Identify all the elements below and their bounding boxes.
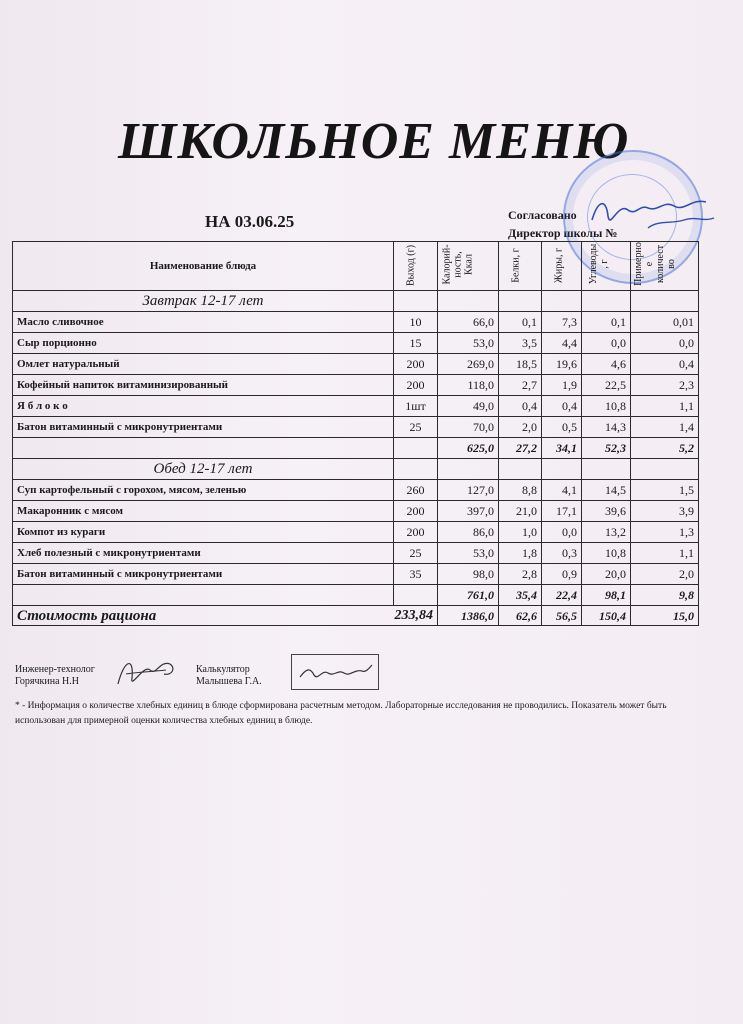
dish-bread-units: 3,9 <box>631 501 699 522</box>
engineer-signature <box>110 650 180 694</box>
dish-protein: 8,8 <box>499 480 542 501</box>
dish-protein: 2,8 <box>499 564 542 585</box>
dish-kcal: 53,0 <box>438 333 499 354</box>
total-kcal: 761,0 <box>438 585 499 606</box>
total-kcal: 625,0 <box>438 438 499 459</box>
dish-output: 200 <box>394 375 438 396</box>
section-lunch: Обед 12-17 лет <box>13 459 394 480</box>
dish-protein: 1,0 <box>499 522 542 543</box>
dish-carbs: 14,3 <box>582 417 631 438</box>
page-title: ШКОЛЬНОЕ МЕНЮ <box>118 113 630 170</box>
engineer-signature-block <box>15 664 95 688</box>
dish-bread-units: 0,01 <box>631 312 699 333</box>
header-row <box>13 242 699 291</box>
dish-output: 200 <box>394 522 438 543</box>
dish-protein: 0,4 <box>499 396 542 417</box>
calculator-signature <box>292 655 378 689</box>
dish-fat: 17,1 <box>542 501 582 522</box>
cost-kcal: 1386,0 <box>438 606 499 626</box>
dish-fat: 0,5 <box>542 417 582 438</box>
dish-carbs: 0,1 <box>582 312 631 333</box>
calculator-signature-block <box>196 664 262 688</box>
dish-name: Омлет натуральный <box>13 354 394 375</box>
dish-protein: 1,8 <box>499 543 542 564</box>
dish-name: Суп картофельный с горохом, мясом, зеленью <box>13 480 394 501</box>
dish-name: Я б л о к о <box>13 396 394 417</box>
dish-name: Хлеб полезный с микронутриентами <box>13 543 394 564</box>
dish-output: 15 <box>394 333 438 354</box>
dish-protein: 2,7 <box>499 375 542 396</box>
col-header-kcal: Калорий- ность, Ккал <box>438 242 499 291</box>
total-protein: 35,4 <box>499 585 542 606</box>
section-breakfast: Завтрак 12-17 лет <box>13 291 394 312</box>
engineer-name: Горячкина Н.Н <box>15 676 79 687</box>
table-row <box>13 312 699 333</box>
dish-fat: 0,3 <box>542 543 582 564</box>
dish-bread-units: 1,5 <box>631 480 699 501</box>
dish-protein: 21,0 <box>499 501 542 522</box>
dish-output: 200 <box>394 501 438 522</box>
section-row <box>13 459 699 480</box>
dish-carbs: 13,2 <box>582 522 631 543</box>
dish-bread-units: 1,4 <box>631 417 699 438</box>
breakfast-total-row <box>13 438 699 459</box>
dish-kcal: 49,0 <box>438 396 499 417</box>
dish-carbs: 14,5 <box>582 480 631 501</box>
total-fat: 22,4 <box>542 585 582 606</box>
dish-bread-units: 2,3 <box>631 375 699 396</box>
dish-fat: 4,1 <box>542 480 582 501</box>
dish-bread-units: 0,0 <box>631 333 699 354</box>
dish-protein: 0,1 <box>499 312 542 333</box>
dish-fat: 19,6 <box>542 354 582 375</box>
dish-carbs: 39,6 <box>582 501 631 522</box>
total-bread-units: 5,2 <box>631 438 699 459</box>
dish-fat: 0,0 <box>542 522 582 543</box>
table-row <box>13 333 699 354</box>
approved-label: Согласовано <box>508 208 577 222</box>
dish-name: Батон витаминный с микронутриентами <box>13 417 394 438</box>
dish-carbs: 4,6 <box>582 354 631 375</box>
table-row <box>13 564 699 585</box>
dish-fat: 0,4 <box>542 396 582 417</box>
cost-bread-units: 15,0 <box>631 606 699 626</box>
table-row <box>13 501 699 522</box>
dish-output: 10 <box>394 312 438 333</box>
dish-output: 35 <box>394 564 438 585</box>
dish-carbs: 10,8 <box>582 543 631 564</box>
col-header-carbs: Углеводы , г <box>582 242 631 291</box>
breakfast-rows <box>13 312 699 438</box>
lunch-total-row <box>13 585 699 606</box>
dish-output: 200 <box>394 354 438 375</box>
dish-kcal: 53,0 <box>438 543 499 564</box>
dish-output: 25 <box>394 417 438 438</box>
dish-kcal: 70,0 <box>438 417 499 438</box>
dish-kcal: 397,0 <box>438 501 499 522</box>
table-row <box>13 375 699 396</box>
dish-output: 1шт <box>394 396 438 417</box>
calculator-role: Калькулятор <box>196 664 250 675</box>
total-carbs: 98,1 <box>582 585 631 606</box>
dish-output: 260 <box>394 480 438 501</box>
dish-bread-units: 2,0 <box>631 564 699 585</box>
engineer-role: Инженер-технолог <box>15 664 95 675</box>
dish-bread-units: 1,3 <box>631 522 699 543</box>
col-header-fat: Жиры, г <box>542 242 582 291</box>
cost-value: 233,84 <box>394 607 433 623</box>
table-row <box>13 396 699 417</box>
dish-kcal: 66,0 <box>438 312 499 333</box>
dish-fat: 7,3 <box>542 312 582 333</box>
dish-name: Сыр порционно <box>13 333 394 354</box>
total-bread-units: 9,8 <box>631 585 699 606</box>
cost-fat: 56,5 <box>542 606 582 626</box>
table-row <box>13 543 699 564</box>
dish-kcal: 269,0 <box>438 354 499 375</box>
dish-fat: 0,9 <box>542 564 582 585</box>
table-row <box>13 480 699 501</box>
dish-bread-units: 0,4 <box>631 354 699 375</box>
table-row <box>13 522 699 543</box>
menu-date: НА 03.06.25 <box>205 212 295 231</box>
dish-fat: 1,9 <box>542 375 582 396</box>
col-header-output: Выход (г) <box>394 242 438 291</box>
dish-protein: 18,5 <box>499 354 542 375</box>
cost-label: Стоимость рациона <box>17 607 157 624</box>
total-carbs: 52,3 <box>582 438 631 459</box>
table-row <box>13 354 699 375</box>
total-fat: 34,1 <box>542 438 582 459</box>
dish-name: Масло сливочное <box>13 312 394 333</box>
dish-kcal: 118,0 <box>438 375 499 396</box>
dish-fat: 4,4 <box>542 333 582 354</box>
director-label: Директор школы № <box>508 226 618 240</box>
cost-cell <box>13 606 438 626</box>
calculator-signature-box <box>291 654 379 690</box>
dish-kcal: 98,0 <box>438 564 499 585</box>
calculator-name: Малышева Г.А. <box>196 676 262 687</box>
menu-table <box>12 241 699 626</box>
dish-output: 25 <box>394 543 438 564</box>
footnote: * - Информация о количестве хлебных единиц в блюде сформирована расчетным методом. Лабораторные исследования не проводились. Показатель может быть использован для примерной оценки количества хлебных единиц в блюде. <box>15 701 667 726</box>
dish-carbs: 22,5 <box>582 375 631 396</box>
dish-name: Батон витаминный с микронутриентами <box>13 564 394 585</box>
dish-protein: 3,5 <box>499 333 542 354</box>
dish-name: Компот из кураги <box>13 522 394 543</box>
cost-carbs: 150,4 <box>582 606 631 626</box>
col-header-name: Наименование блюда <box>13 242 394 291</box>
total-protein: 27,2 <box>499 438 542 459</box>
dish-name: Макаронник с мясом <box>13 501 394 522</box>
cost-row <box>13 606 699 626</box>
col-header-protein: Белки, г <box>499 242 542 291</box>
dish-bread-units: 1,1 <box>631 396 699 417</box>
cost-protein: 62,6 <box>499 606 542 626</box>
lunch-rows <box>13 480 699 585</box>
dish-kcal: 127,0 <box>438 480 499 501</box>
dish-carbs: 0,0 <box>582 333 631 354</box>
col-header-bread-units: Примерно е количест во <box>631 242 699 291</box>
dish-kcal: 86,0 <box>438 522 499 543</box>
dish-carbs: 10,8 <box>582 396 631 417</box>
dish-name: Кофейный напиток витаминизированный <box>13 375 394 396</box>
table-row <box>13 417 699 438</box>
dish-bread-units: 1,1 <box>631 543 699 564</box>
dish-carbs: 20,0 <box>582 564 631 585</box>
dish-protein: 2,0 <box>499 417 542 438</box>
